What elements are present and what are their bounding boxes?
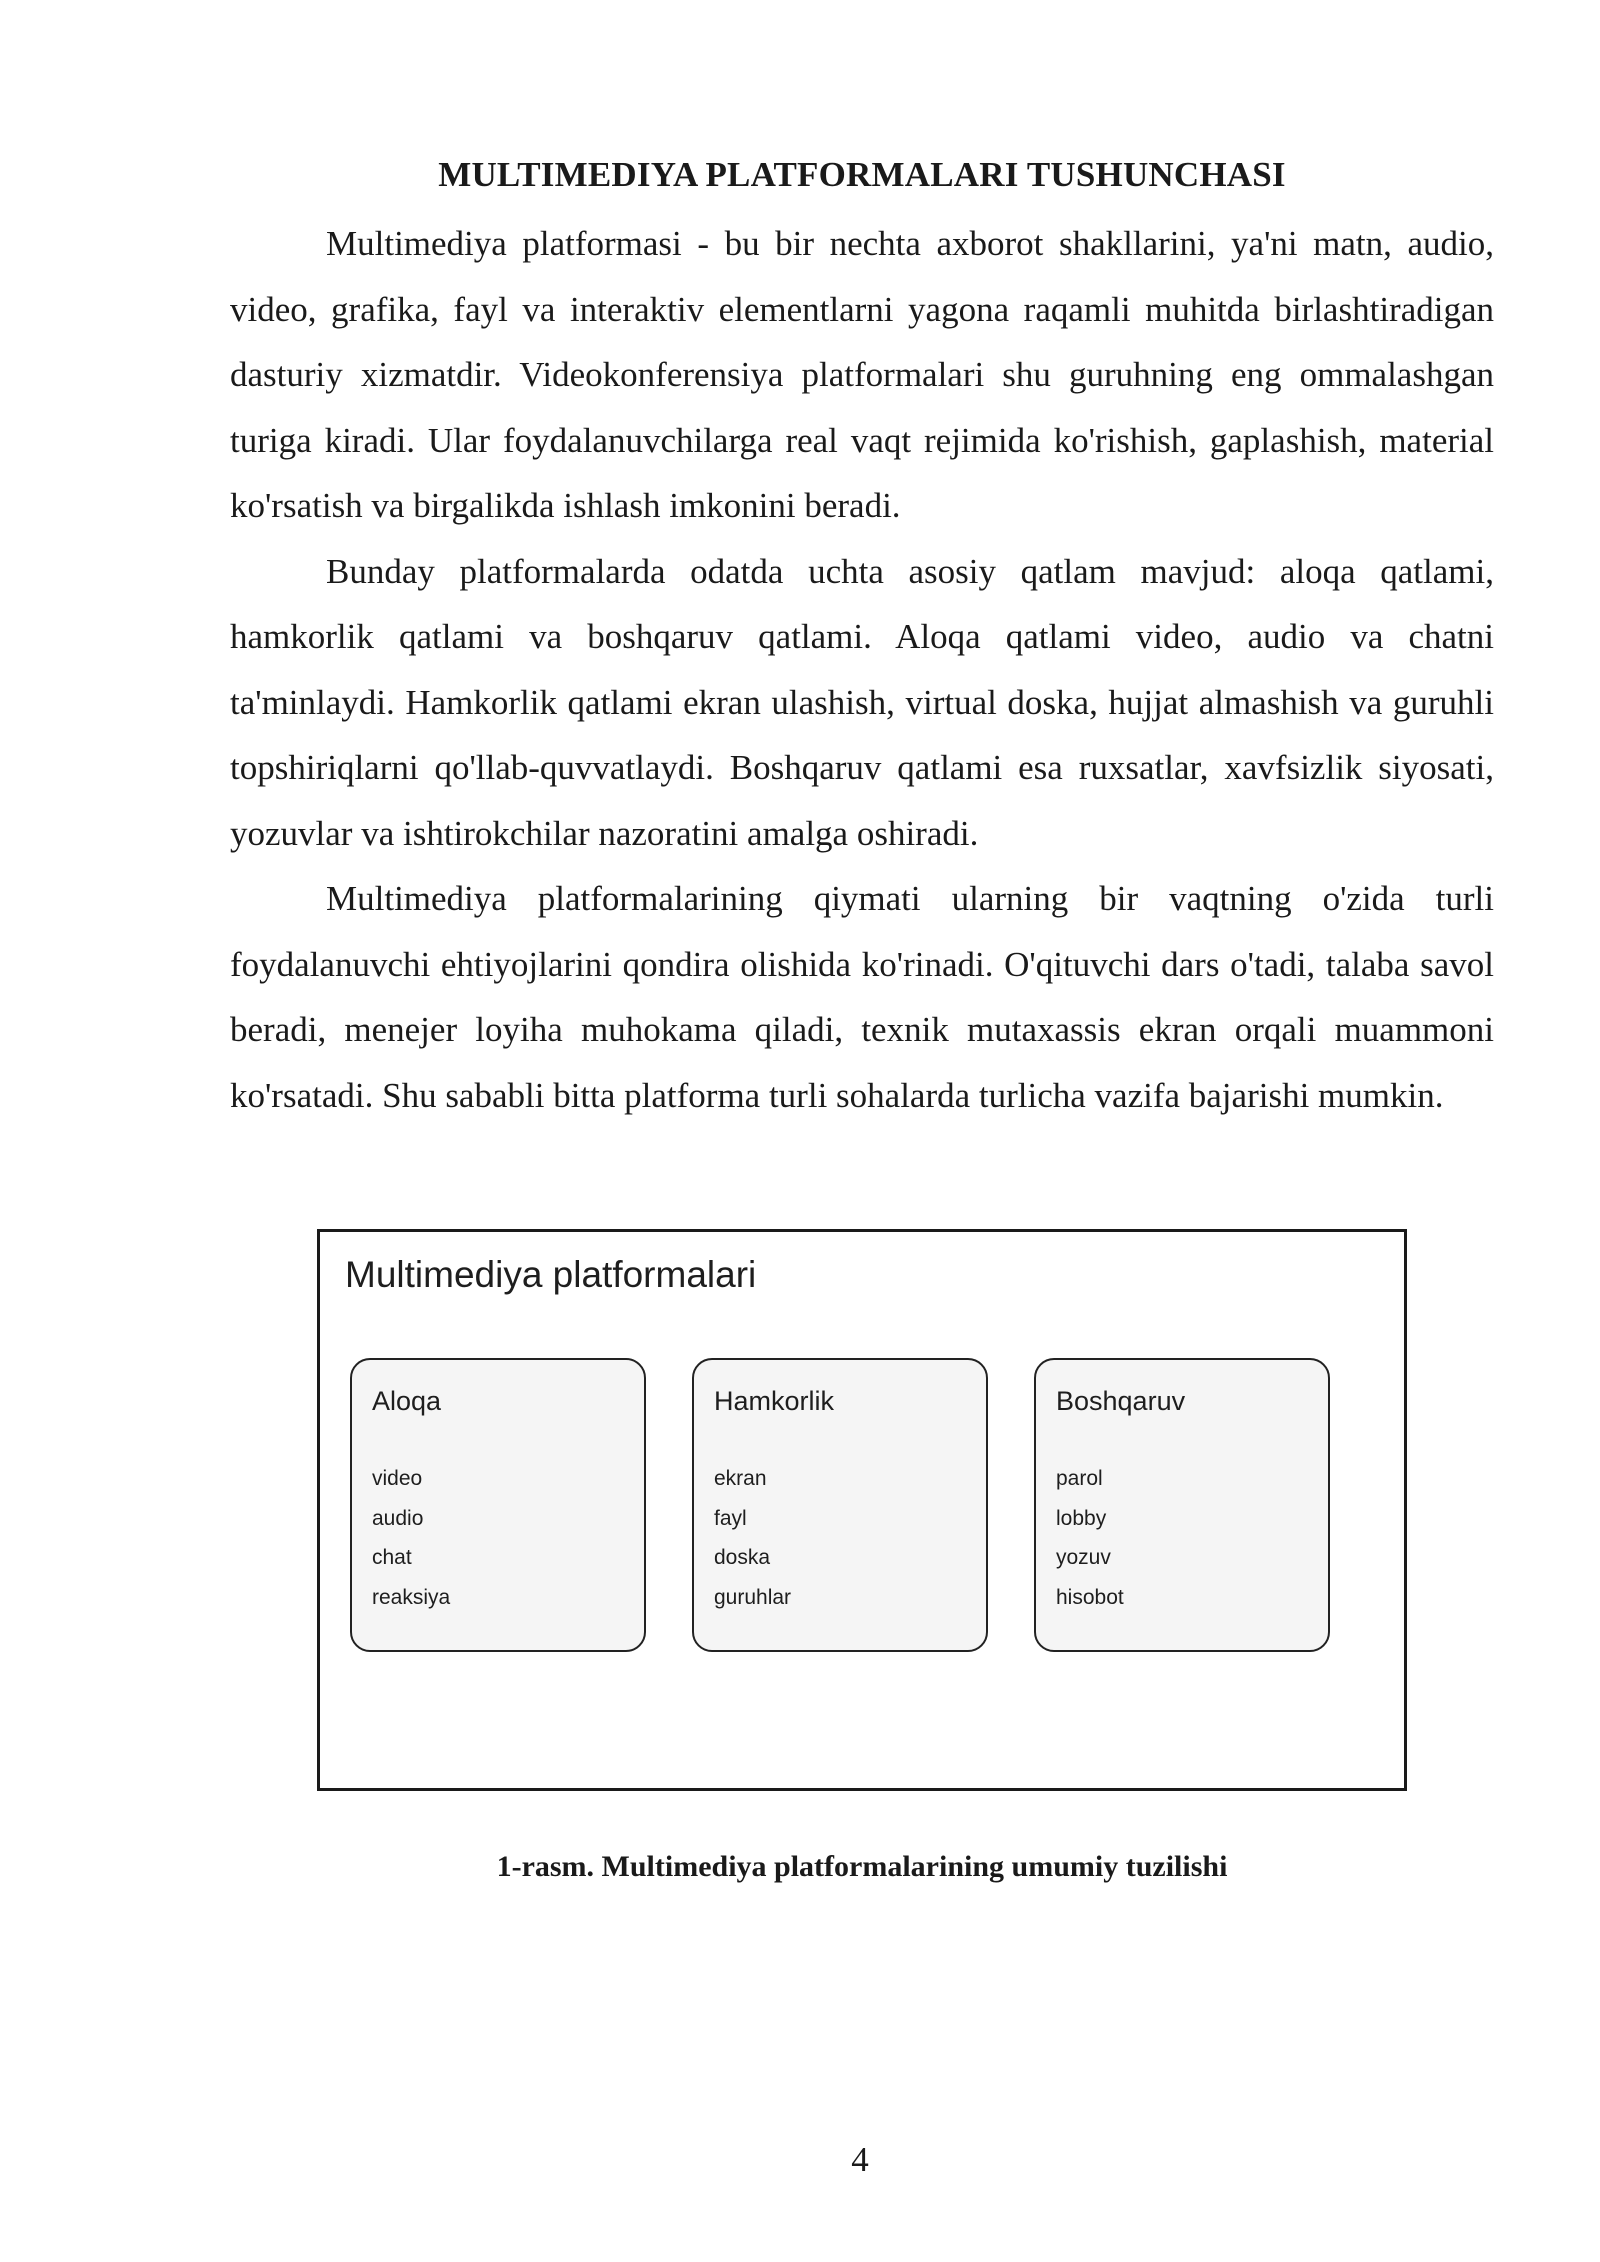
body-text (230, 211, 1494, 1128)
card-title: Aloqa (372, 1386, 442, 1416)
card-item: hisobot (1056, 1585, 1124, 1609)
figure-diagram (317, 1229, 1407, 1791)
card-item: video (372, 1467, 423, 1490)
paragraph-1: Multimediya platformasi - bu bir nechta axborot shakllarini, ya'ni matn, audio, video, grafika, fayl va interaktiv elementlarni yagona raqamli muhitda birlashtiradigan dasturiy xizmatdir. Videokonferensiya platformalari shu guruhning eng ommalashgan turiga kiradi. Ular foydalanuvchilarga real vaqt rejimida ko'rishish, gaplashish, material ko'rsatish va birgalikda ishlash imkonini beradi. (230, 224, 1494, 525)
card-item: doska (714, 1546, 771, 1569)
figure-title: Multimediya platformalari (345, 1254, 757, 1295)
card-item: audio (372, 1506, 424, 1530)
card-item: guruhlar (714, 1585, 792, 1609)
card-hamkorlik (692, 1358, 988, 1652)
card-title: Boshqaruv (1056, 1386, 1186, 1416)
card-item: reaksiya (372, 1585, 451, 1609)
card-title: Hamkorlik (714, 1386, 835, 1416)
card-item: lobby (1056, 1506, 1107, 1530)
figure-caption: 1-rasm. Multimediya platformalarining umumiy tuzilishi (496, 1850, 1228, 1883)
card-item-list (372, 1459, 450, 1617)
section-heading: MULTIMEDIYA PLATFORMALARI TUSHUNCHASI (438, 155, 1286, 194)
card-aloqa (350, 1358, 646, 1652)
card-boshqaruv (1034, 1358, 1330, 1652)
card-item: yozuv (1056, 1546, 1111, 1569)
card-item: chat (372, 1546, 412, 1569)
paragraph-2: Bunday platformalarda odatda uchta asosiy qatlam mavjud: aloqa qatlami, hamkorlik qatlami va boshqaruv qatlami. Aloqa qatlami video, audio va chatni ta'minlaydi. Hamkorlik qatlami ekran ulashish, virtual doska, hujjat almashish va guruhli topshiriqlarni qo'llab-quvvatlaydi. Boshqaruv qatlami esa ruxsatlar, xavfsizlik siyosati, yozuvlar va ishtirokchilar nazoratini amalga oshiradi. (230, 551, 1494, 853)
card-item-list (714, 1459, 791, 1617)
card-item: ekran (714, 1467, 767, 1490)
card-item: fayl (714, 1506, 747, 1530)
page-number: 4 (851, 2140, 869, 2179)
paragraph-3: Multimediya platformalarining qiymati ularning bir vaqtning o'zida turli foydalanuvchi ehtiyojlarini qondira olishida ko'rinadi. O'qituvchi dars o'tadi, talaba savol beradi, menejer loyiha muhokama qiladi, texnik mutaxassis ekran orqali muammoni ko'rsatadi. Shu sababli bitta platforma turli sohalarda turlicha vazifa bajarishi mumkin. (230, 879, 1494, 1115)
card-item-list (1056, 1459, 1124, 1617)
card-item: parol (1056, 1467, 1103, 1490)
